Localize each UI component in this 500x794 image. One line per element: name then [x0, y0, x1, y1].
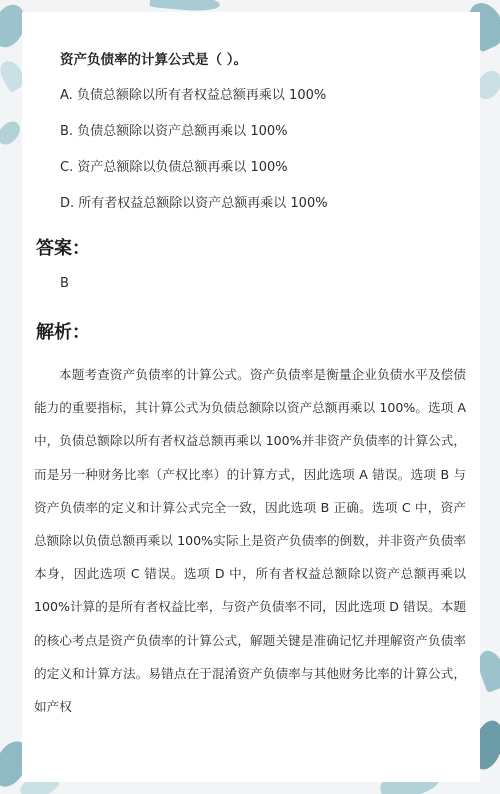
option-a: A. 负债总额除以所有者权益总额再乘以 100% — [60, 88, 327, 103]
answer-heading: 答案： — [36, 238, 90, 259]
option-b: B. 负债总额除以资产总额再乘以 100% — [60, 124, 288, 139]
decorative-leaf — [0, 117, 24, 148]
option-d: D. 所有者权益总额除以资产总额再乘以 100% — [60, 196, 328, 211]
analysis-text: 本题考查资产负债率的计算公式。资产负债率是衡量企业负债水平及偿债能力的重要指标，其计算公式为负债总额除以资产总额再乘以 100%。选项 A 中，负债总额除以所有者权益总额再乘以 100%并非资产负债率的计算公式，而是另一种财务比率（产权比率）的计算方式，因此选项 A 错误。选项 B 与资产负债率的定义和计算公式完全一致，因此选项 B 正确。选项 C 中，资产总额除以负债总额再乘以 100%实际上是资产负债率的倒数，并非资产负债率本身，因此选项 C 错误。选项 D 中，所有者权益总额除以资产总额再乘以 100%计算的是所有者权益比率，与资产负债率不同，因此选项 D 错误。本题的核心考点是资产负债率的计算公式，解题关键是准确记忆并理解资产负债率的定义和计算方法。易错点在于混淆资产负债率与其他财务比率的计算公式，如产权 — [34, 367, 466, 715]
question-stem: 资产负债率的计算公式是（ ）。 — [60, 52, 247, 68]
option-c: C. 资产总额除以负债总额再乘以 100% — [60, 160, 288, 175]
answer-value: B — [60, 276, 69, 291]
analysis-heading: 解析： — [36, 322, 90, 343]
